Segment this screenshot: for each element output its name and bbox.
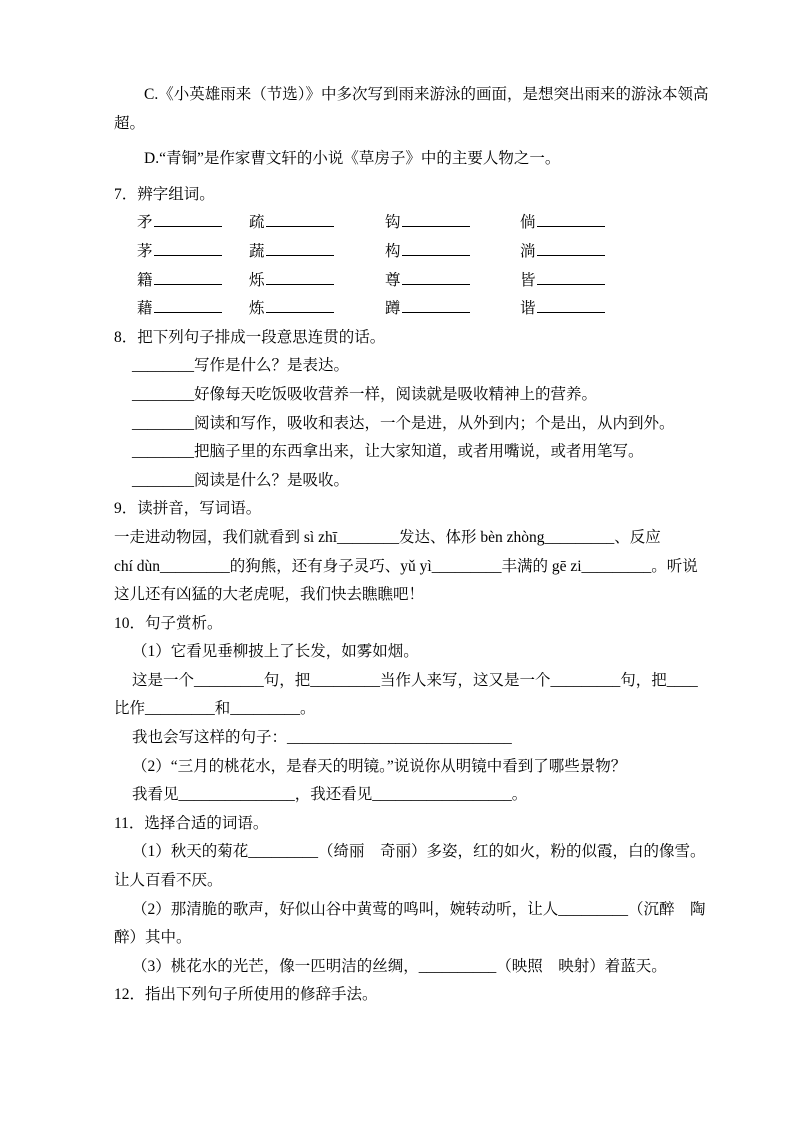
q10-text-line: （1）它看见垂柳披上了长发，如雾如烟。: [132, 643, 419, 661]
q7-cell: [520, 295, 655, 324]
q10-text-line: （2）“三月的桃花水，是春天的明镜。”说说你从明镜中看到了哪些景物？: [132, 757, 627, 775]
q11-text-line: （2）那清脆的歌声，好似山谷中黄莺的鸣叫，婉转动听，让人_________（沉醉 陶: [132, 900, 706, 918]
question-8-title: 8．把下列句子排成一段意思连贯的话。: [114, 328, 386, 346]
q8-sentence: ________写作是什么？是表达。: [132, 357, 350, 375]
option-c-line-2: 超。: [114, 114, 146, 132]
q7-cell: [249, 238, 385, 267]
blank-line: [266, 296, 334, 313]
blank-line: [154, 211, 222, 228]
q7-cell: [137, 238, 249, 267]
question-7-title: 7．辨字组词。: [114, 185, 215, 203]
character: 茅: [137, 242, 153, 260]
q9-text-line: chí dùn_________的狗熊，还有身子灵巧、yǔ yì_________丰满的 gē zi_________。听说: [114, 557, 698, 575]
blank-line: [402, 211, 470, 228]
q9-text-line: 这儿还有凶猛的大老虎呢，我们快去瞧瞧吧！: [114, 586, 425, 604]
blank-line: [402, 296, 470, 313]
q7-cell: [520, 267, 655, 296]
question-10-title: 10．句子赏析。: [114, 614, 223, 632]
q7-cell: [385, 238, 520, 267]
q11-text-line: 醉）其中。: [114, 929, 192, 947]
q7-cell: [385, 295, 520, 324]
q9-text-line: 一走进动物园，我们就看到 sì zhī________发达、体形 bèn zhòng_________、反应: [114, 528, 661, 546]
q8-sentence: ________阅读是什么？是吸收。: [132, 471, 350, 489]
q7-cell: [520, 238, 655, 267]
blank-line: [154, 268, 222, 285]
blank-line: [266, 239, 334, 256]
character: 烁: [249, 271, 265, 289]
q11-text-line: （3）桃花水的光芒，像一匹明洁的丝绸，__________（映照 映射）着蓝天。: [132, 957, 667, 975]
question-12-title: 12．指出下列句子所使用的修辞手法。: [114, 986, 378, 1004]
q7-cell: [249, 295, 385, 324]
character: 谐: [520, 300, 536, 318]
blank-line: [402, 239, 470, 256]
q8-sentence: ________好像每天吃饭吸收营养一样，阅读就是吸收精神上的营养。: [132, 385, 598, 403]
q7-cell: [137, 209, 249, 238]
blank-line: [154, 296, 222, 313]
q7-cell: [137, 267, 249, 296]
character: 藉: [137, 300, 153, 318]
blank-line: [266, 211, 334, 228]
q7-cell: [137, 295, 249, 324]
character: 矛: [137, 214, 153, 232]
question-11-title: 11．选择合适的词语。: [114, 814, 269, 832]
character: 炼: [249, 300, 265, 318]
character: 构: [385, 242, 401, 260]
q10-text-line: 我看见_______________，我还看见__________________。: [132, 786, 528, 804]
blank-line: [154, 239, 222, 256]
q7-row-1: [114, 209, 685, 238]
option-d-line: D.“青铜”是作家曹文轩的小说《草房子》中的主要人物之一。: [144, 150, 561, 168]
blank-line: [537, 296, 605, 313]
q10-text-line: 我也会写这样的句子：_____________________________: [132, 729, 512, 747]
blank-line: [402, 268, 470, 285]
q8-sentence: ________阅读和写作，吸收和表达，一个是进，从外到内；个是出，从内到外。: [132, 414, 675, 432]
character: 倘: [520, 214, 536, 232]
blank-line: [537, 268, 605, 285]
blank-line: [266, 268, 334, 285]
character: 皆: [520, 271, 536, 289]
question-9-title: 9．读拼音，写词语。: [114, 500, 262, 518]
q7-row-4: [114, 295, 685, 324]
blank-line: [537, 211, 605, 228]
character: 尊: [385, 271, 401, 289]
character: 蔬: [249, 242, 265, 260]
q7-cell: [520, 209, 655, 238]
q8-sentence: ________把脑子里的东西拿出来，让大家知道，或者用嘴说，或者用笔写。: [132, 443, 644, 461]
q11-text-line: （1）秋天的菊花_________（绮丽 奇丽）多姿，红的如火，粉的似霞，白的像雪。: [132, 843, 706, 861]
q10-text-line: 这是一个_________句，把_________当作人来写，这又是一个_________句，把____: [132, 671, 698, 689]
character: 淌: [520, 242, 536, 260]
character: 钩: [385, 214, 401, 232]
character: 籍: [137, 271, 153, 289]
q7-row-2: [114, 238, 685, 267]
character: 蹲: [385, 300, 401, 318]
q7-cell: [385, 209, 520, 238]
character: 疏: [249, 214, 265, 232]
option-c-line-1: C.《小英雄雨来（节选）》中多次写到雨来游泳的画面，是想突出雨来的游泳本领高: [144, 86, 709, 103]
q10-text-line: 比作_________和_________。: [114, 700, 316, 718]
q7-cell: [249, 209, 385, 238]
q7-cell: [249, 267, 385, 296]
q7-cell: [385, 267, 520, 296]
q7-row-3: [114, 267, 685, 296]
q11-text-line: 让人百看不厌。: [114, 872, 223, 890]
blank-line: [537, 239, 605, 256]
